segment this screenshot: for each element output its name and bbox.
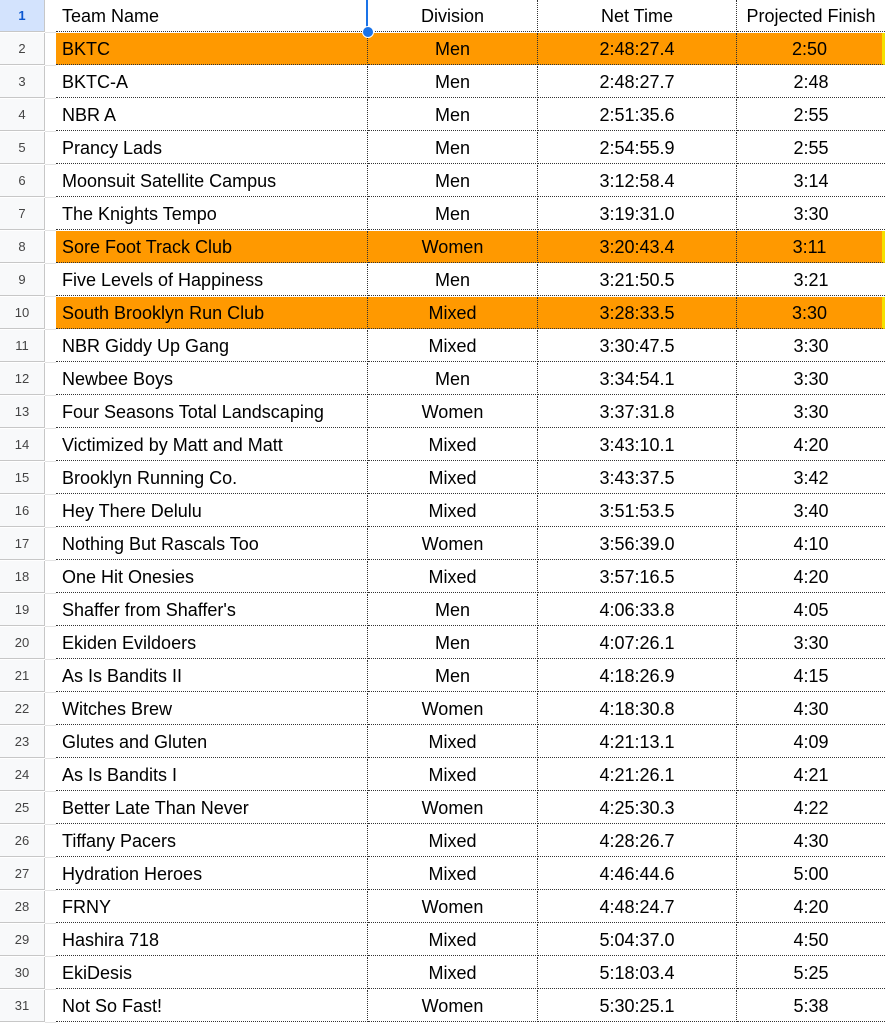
team-name-cell[interactable]: Four Seasons Total Landscaping <box>56 396 368 428</box>
table-row <box>0 132 885 165</box>
team-name-cell[interactable]: Glutes and Gluten <box>56 726 368 758</box>
division-cell[interactable]: Women <box>368 792 538 824</box>
division-cell[interactable]: Mixed <box>368 495 538 527</box>
row-number[interactable]: 29 <box>0 924 45 956</box>
net-time-cell[interactable]: 2:54:55.9 <box>538 132 737 164</box>
row-number[interactable]: 9 <box>0 264 45 296</box>
row-number[interactable]: 6 <box>0 165 45 197</box>
team-name-cell[interactable]: EkiDesis <box>56 957 368 989</box>
row-number[interactable]: 15 <box>0 462 45 494</box>
team-name-cell[interactable]: Victimized by Matt and Matt <box>56 429 368 461</box>
projected-finish-cell[interactable]: 3:30 <box>737 330 885 362</box>
net-time-cell[interactable]: 3:51:53.5 <box>538 495 737 527</box>
projected-finish-cell[interactable]: 4:05 <box>737 594 885 626</box>
row-number[interactable]: 26 <box>0 825 45 857</box>
net-time-cell[interactable]: 4:28:26.7 <box>538 825 737 857</box>
team-name-cell[interactable]: Nothing But Rascals Too <box>56 528 368 560</box>
projected-finish-cell[interactable]: 3:14 <box>737 165 885 197</box>
row-number[interactable]: 30 <box>0 957 45 989</box>
team-name-cell[interactable]: Hashira 718 <box>56 924 368 956</box>
net-time-cell[interactable]: 3:12:58.4 <box>538 165 737 197</box>
net-time-cell[interactable]: 4:18:26.9 <box>538 660 737 692</box>
projected-finish-cell[interactable]: 4:15 <box>737 660 885 692</box>
table-row <box>0 825 885 858</box>
projected-finish-cell[interactable]: 4:20 <box>737 429 885 461</box>
division-cell[interactable]: Women <box>368 693 538 725</box>
net-time-cell[interactable]: 2:51:35.6 <box>538 99 737 131</box>
team-name-cell[interactable]: South Brooklyn Run Club <box>56 297 368 329</box>
table-row <box>0 924 885 957</box>
net-time-cell[interactable]: 3:57:16.5 <box>538 561 737 593</box>
net-time-cell[interactable]: 3:37:31.8 <box>538 396 737 428</box>
row-number[interactable]: 23 <box>0 726 45 758</box>
table-row <box>0 429 885 462</box>
team-name-cell[interactable]: Tiffany Pacers <box>56 825 368 857</box>
team-name-cell[interactable]: BKTC <box>56 33 368 65</box>
row-number[interactable]: 8 <box>0 231 45 263</box>
row-number[interactable]: 24 <box>0 759 45 791</box>
division-cell[interactable]: Mixed <box>368 957 538 989</box>
projected-finish-cell[interactable]: 3:30 <box>737 297 885 329</box>
team-name-cell[interactable]: BKTC-A <box>56 66 368 98</box>
table-row <box>0 726 885 759</box>
projected-finish-cell[interactable]: 4:22 <box>737 792 885 824</box>
net-time-cell[interactable]: 4:07:26.1 <box>538 627 737 659</box>
row-number[interactable]: 13 <box>0 396 45 428</box>
division-cell[interactable]: Mixed <box>368 858 538 890</box>
team-name-cell[interactable]: Prancy Lads <box>56 132 368 164</box>
table-row <box>0 594 885 627</box>
net-time-cell[interactable]: 3:21:50.5 <box>538 264 737 296</box>
row-number[interactable]: 10 <box>0 297 45 329</box>
team-name-cell[interactable]: Brooklyn Running Co. <box>56 462 368 494</box>
division-cell[interactable]: Men <box>368 627 538 659</box>
table-row <box>0 99 885 132</box>
table-row <box>0 858 885 891</box>
table-row <box>0 759 885 792</box>
net-time-cell[interactable]: 3:20:43.4 <box>538 231 737 263</box>
row-number[interactable]: 19 <box>0 594 45 626</box>
row-number[interactable]: 12 <box>0 363 45 395</box>
net-time-cell[interactable]: 5:18:03.4 <box>538 957 737 989</box>
team-name-cell[interactable]: Not So Fast! <box>56 990 368 1022</box>
team-name-cell[interactable]: As Is Bandits I <box>56 759 368 791</box>
table-row <box>0 264 885 297</box>
table-row <box>0 363 885 396</box>
division-cell[interactable]: Mixed <box>368 561 538 593</box>
division-cell[interactable]: Men <box>368 99 538 131</box>
table-row <box>0 693 885 726</box>
projected-finish-cell[interactable]: 2:50 <box>737 33 885 65</box>
projected-finish-cell[interactable]: 5:25 <box>737 957 885 989</box>
row-number[interactable]: 11 <box>0 330 45 362</box>
table-row <box>0 33 885 66</box>
row-number[interactable]: 25 <box>0 792 45 824</box>
row-number[interactable]: 16 <box>0 495 45 527</box>
header-division[interactable]: Division <box>368 0 538 32</box>
projected-finish-cell[interactable]: 5:38 <box>737 990 885 1022</box>
division-cell[interactable]: Women <box>368 891 538 923</box>
table-row <box>0 660 885 693</box>
division-cell[interactable]: Men <box>368 33 538 65</box>
team-name-cell[interactable]: Hey There Delulu <box>56 495 368 527</box>
row-number[interactable]: 17 <box>0 528 45 560</box>
team-name-cell[interactable]: NBR A <box>56 99 368 131</box>
projected-finish-cell[interactable]: 3:30 <box>737 198 885 230</box>
division-cell[interactable]: Mixed <box>368 825 538 857</box>
net-time-cell[interactable]: 5:04:37.0 <box>538 924 737 956</box>
team-name-cell[interactable]: Shaffer from Shaffer's <box>56 594 368 626</box>
row-number[interactable]: 21 <box>0 660 45 692</box>
net-time-cell[interactable]: 4:46:44.6 <box>538 858 737 890</box>
division-cell[interactable]: Mixed <box>368 924 538 956</box>
projected-finish-cell[interactable]: 2:55 <box>737 99 885 131</box>
team-name-cell[interactable]: Hydration Heroes <box>56 858 368 890</box>
division-cell[interactable]: Men <box>368 198 538 230</box>
projected-finish-cell[interactable]: 4:20 <box>737 561 885 593</box>
table-row <box>0 627 885 660</box>
table-row <box>0 198 885 231</box>
division-cell[interactable]: Women <box>368 231 538 263</box>
selection-fill-handle[interactable] <box>362 26 374 38</box>
projected-finish-cell[interactable]: 2:48 <box>737 66 885 98</box>
net-time-cell[interactable]: 3:28:33.5 <box>538 297 737 329</box>
header-team-name[interactable]: Team Name <box>56 0 368 32</box>
row-number[interactable]: 22 <box>0 693 45 725</box>
team-name-cell[interactable]: Better Late Than Never <box>56 792 368 824</box>
projected-finish-cell[interactable]: 2:55 <box>737 132 885 164</box>
net-time-cell[interactable]: 3:30:47.5 <box>538 330 737 362</box>
header-net-time[interactable]: Net Time <box>538 0 737 32</box>
division-cell[interactable]: Mixed <box>368 462 538 494</box>
division-cell[interactable]: Men <box>368 594 538 626</box>
row-number[interactable]: 4 <box>0 99 45 131</box>
team-name-cell[interactable]: NBR Giddy Up Gang <box>56 330 368 362</box>
table-row <box>0 297 885 330</box>
table-row <box>0 330 885 363</box>
net-time-cell[interactable]: 3:43:37.5 <box>538 462 737 494</box>
projected-finish-cell[interactable]: 4:09 <box>737 726 885 758</box>
table-row <box>0 792 885 825</box>
row-number[interactable]: 28 <box>0 891 45 923</box>
row-number[interactable]: 31 <box>0 990 45 1022</box>
row-number[interactable]: 20 <box>0 627 45 659</box>
division-cell[interactable]: Men <box>368 165 538 197</box>
net-time-cell[interactable]: 5:30:25.1 <box>538 990 737 1022</box>
division-cell[interactable]: Mixed <box>368 429 538 461</box>
table-row <box>0 528 885 561</box>
team-name-cell[interactable]: FRNY <box>56 891 368 923</box>
team-name-cell[interactable]: Five Levels of Happiness <box>56 264 368 296</box>
net-time-cell[interactable]: 3:56:39.0 <box>538 528 737 560</box>
table-row <box>0 561 885 594</box>
division-cell[interactable]: Men <box>368 363 538 395</box>
team-name-cell[interactable]: Sore Foot Track Club <box>56 231 368 263</box>
division-cell[interactable]: Mixed <box>368 759 538 791</box>
net-time-cell[interactable]: 3:19:31.0 <box>538 198 737 230</box>
row-number[interactable]: 14 <box>0 429 45 461</box>
division-cell[interactable]: Men <box>368 660 538 692</box>
division-cell[interactable]: Mixed <box>368 330 538 362</box>
table-row <box>0 462 885 495</box>
projected-finish-cell[interactable]: 3:42 <box>737 462 885 494</box>
row-number[interactable]: 3 <box>0 66 45 98</box>
row-number[interactable]: 1 <box>0 0 45 32</box>
row-number[interactable]: 27 <box>0 858 45 890</box>
projected-finish-cell[interactable]: 4:10 <box>737 528 885 560</box>
row-number[interactable]: 18 <box>0 561 45 593</box>
projected-finish-cell[interactable]: 5:00 <box>737 858 885 890</box>
row-number[interactable]: 5 <box>0 132 45 164</box>
table-row <box>0 396 885 429</box>
team-name-cell[interactable]: Ekiden Evildoers <box>56 627 368 659</box>
header-projected-finish[interactable]: Projected Finish <box>737 0 885 32</box>
net-time-cell[interactable]: 4:25:30.3 <box>538 792 737 824</box>
projected-finish-cell[interactable]: 4:30 <box>737 825 885 857</box>
net-time-cell[interactable]: 4:18:30.8 <box>538 693 737 725</box>
team-name-cell[interactable]: As Is Bandits II <box>56 660 368 692</box>
team-name-cell[interactable]: Newbee Boys <box>56 363 368 395</box>
division-cell[interactable]: Men <box>368 264 538 296</box>
net-time-cell[interactable]: 4:06:33.8 <box>538 594 737 626</box>
team-name-cell[interactable]: Moonsuit Satellite Campus <box>56 165 368 197</box>
projected-finish-cell[interactable]: 3:30 <box>737 627 885 659</box>
net-time-cell[interactable]: 3:34:54.1 <box>538 363 737 395</box>
projected-finish-cell[interactable]: 4:21 <box>737 759 885 791</box>
projected-finish-cell[interactable]: 4:50 <box>737 924 885 956</box>
projected-finish-cell[interactable]: 3:30 <box>737 363 885 395</box>
division-cell[interactable]: Women <box>368 528 538 560</box>
net-time-cell[interactable]: 3:43:10.1 <box>538 429 737 461</box>
header-row <box>0 0 885 33</box>
net-time-cell[interactable]: 4:21:13.1 <box>538 726 737 758</box>
division-cell[interactable]: Mixed <box>368 297 538 329</box>
division-cell[interactable]: Men <box>368 66 538 98</box>
table-row <box>0 990 885 1023</box>
team-name-cell[interactable]: Witches Brew <box>56 693 368 725</box>
net-time-cell[interactable]: 2:48:27.7 <box>538 66 737 98</box>
table-row <box>0 957 885 990</box>
projected-finish-cell[interactable]: 4:30 <box>737 693 885 725</box>
team-name-cell[interactable]: One Hit Onesies <box>56 561 368 593</box>
table-row <box>0 495 885 528</box>
table-row <box>0 66 885 99</box>
table-row <box>0 165 885 198</box>
table-row <box>0 891 885 924</box>
projected-finish-cell[interactable]: 4:20 <box>737 891 885 923</box>
projected-finish-cell[interactable]: 3:11 <box>737 231 885 263</box>
table-row <box>0 231 885 264</box>
row-number[interactable]: 7 <box>0 198 45 230</box>
net-time-cell[interactable]: 4:48:24.7 <box>538 891 737 923</box>
projected-finish-cell[interactable]: 3:21 <box>737 264 885 296</box>
row-number[interactable]: 2 <box>0 33 45 65</box>
net-time-cell[interactable]: 4:21:26.1 <box>538 759 737 791</box>
net-time-cell[interactable]: 2:48:27.4 <box>538 33 737 65</box>
team-name-cell[interactable]: The Knights Tempo <box>56 198 368 230</box>
division-cell[interactable]: Mixed <box>368 726 538 758</box>
division-cell[interactable]: Women <box>368 990 538 1022</box>
projected-finish-cell[interactable]: 3:30 <box>737 396 885 428</box>
projected-finish-cell[interactable]: 3:40 <box>737 495 885 527</box>
division-cell[interactable]: Men <box>368 132 538 164</box>
division-cell[interactable]: Women <box>368 396 538 428</box>
